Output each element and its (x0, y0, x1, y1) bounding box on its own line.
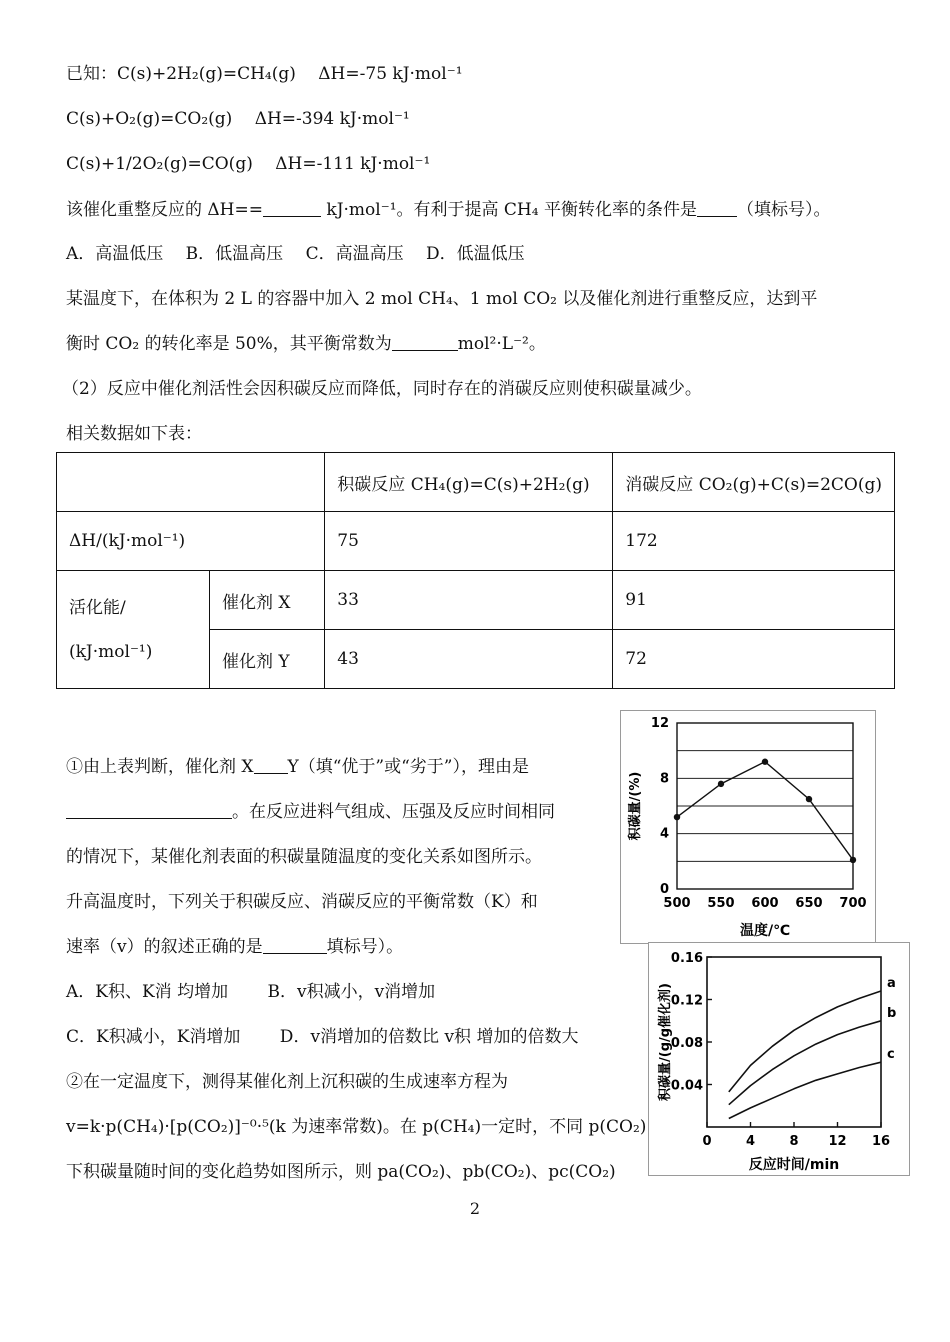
question-1-line-2: 。在反应进料气组成、压强及反应时间相同 (66, 800, 555, 824)
data-point (806, 796, 812, 802)
series-label-b: b (887, 1005, 897, 1021)
time-chart (648, 942, 910, 1176)
question-equilibrium-1: 某温度下，在体积为 2 L 的容器中加入 2 mol CH₄、1 mol CO₂ 以及催化剂进行重整反应，达到平 (66, 289, 818, 309)
y-tick-label: 4 (659, 826, 669, 842)
time-chart-svg (649, 943, 909, 1175)
data-table (56, 452, 895, 689)
y-axis-label: 积碳量/(%) (628, 771, 643, 841)
x-tick-label: 600 (751, 896, 779, 911)
dh-deposit: 75 (325, 512, 613, 571)
x-axis-label: 温度/℃ (739, 923, 791, 939)
x-tick-label: 4 (745, 1134, 756, 1149)
catalyst-y-deposit: 43 (325, 630, 613, 689)
y-tick-label: 12 (650, 716, 669, 731)
y-tick-label: 0.12 (670, 993, 703, 1009)
answer-blank[interactable] (254, 759, 288, 774)
x-tick-label: 500 (663, 896, 691, 911)
y-tick-label: 0 (659, 882, 669, 897)
part-2-intro: （2）反应中催化剂活性会因积碳反应而降低，同时存在的消碳反应则使积碳量减少。 (62, 379, 702, 399)
options-2-ab: A．K积、K消 均增加 B．v积减小，v消增加 (66, 982, 436, 1002)
question-equilibrium-2: 衡时 CO₂ 的转化率是 50%，其平衡常数为 mol²·L⁻²。 (66, 334, 546, 354)
catalyst-x-deposit: 33 (325, 571, 613, 630)
series-label-c: c (887, 1047, 895, 1063)
activation-energy-label: 活化能/ (kJ·mol⁻¹) (57, 571, 210, 689)
catalyst-x-removal: 91 (613, 571, 895, 630)
page-number: 2 (469, 1199, 481, 1218)
data-point (718, 781, 724, 787)
x-tick-label: 12 (828, 1134, 847, 1149)
answer-blank[interactable] (392, 336, 458, 351)
x-tick-label: 16 (871, 1134, 891, 1149)
x-tick-label: 0 (702, 1134, 712, 1149)
series-line (677, 762, 853, 860)
question-1-line-4: 升高温度时，下列关于积碳反应、消碳反应的平衡常数（K）和 (66, 892, 538, 912)
catalyst-y-removal: 72 (613, 630, 895, 689)
series-line-a (729, 991, 881, 1092)
y-tick-label: 0.04 (670, 1078, 703, 1094)
known-eq-2: C(s)+O₂(g)=CO₂(g) ΔH=-394 kJ·mol⁻¹ (66, 109, 410, 129)
question-1-line-1: ①由上表判断，催化剂 X Y（填“优于”或“劣于”），理由是 (66, 757, 530, 777)
answer-blank[interactable] (263, 202, 321, 217)
series-line-c (729, 1062, 881, 1118)
answer-blank[interactable] (66, 804, 232, 819)
catalyst-x: 催化剂 X (210, 571, 325, 630)
temperature-chart-svg (621, 711, 875, 943)
options-2-cd: C．K积减小，K消增加 D．v消增加的倍数比 v积 增加的倍数大 (66, 1027, 579, 1047)
known-eq-3: C(s)+1/2O₂(g)=CO(g) ΔH=-111 kJ·mol⁻¹ (66, 154, 431, 174)
y-tick-label: 0.16 (670, 951, 703, 966)
x-tick-label: 550 (707, 896, 735, 911)
y-tick-label: 8 (659, 771, 669, 787)
question-dh: 该催化重整反应的 ΔH== kJ·mol⁻¹。有利于提高 CH₄ 平衡转化率的条件是 （填标号）。 (66, 200, 831, 220)
series-line-b (729, 1021, 881, 1105)
series-label-a: a (887, 976, 896, 991)
table-intro: 相关数据如下表： (66, 424, 202, 444)
question-1-line-3: 的情况下，某催化剂表面的积碳量随温度的变化关系如图所示。 (66, 847, 542, 867)
data-point (762, 759, 768, 765)
question-2-line-2: v=k·p(CH₄)·[p(CO₂)]⁻⁰·⁵(k 为速率常数)。在 p(CH₄)一定时，不同 p(CO₂) (66, 1117, 647, 1137)
question-1-line-5: 速率（v）的叙述正确的是 填标号）。 (66, 937, 404, 957)
question-2-line-1: ②在一定温度下，测得某催化剂上沉积碳的生成速率方程为 (66, 1072, 508, 1092)
x-axis-label: 反应时间/min (748, 1157, 840, 1173)
answer-blank[interactable] (697, 202, 737, 217)
dh-removal: 172 (613, 512, 895, 571)
answer-blank[interactable] (263, 939, 327, 954)
data-point (850, 857, 856, 863)
x-tick-label: 700 (839, 896, 867, 911)
options-1: A．高温低压 B．低温高压 C．高温高压 D．低温低压 (66, 244, 525, 264)
x-tick-label: 650 (795, 896, 823, 911)
question-2-line-3: 下积碳量随时间的变化趋势如图所示，则 pa(CO₂)、pb(CO₂)、pc(CO₂) (66, 1162, 616, 1182)
dh-label: ΔH/(kJ·mol⁻¹) (57, 512, 325, 571)
header-carbon-removal: 消碳反应 CO₂(g)+C(s)=2CO(g) (613, 453, 895, 512)
known-eq-1: 已知：C(s)+2H₂(g)=CH₄(g) ΔH=-75 kJ·mol⁻¹ (66, 64, 463, 84)
header-carbon-deposit: 积碳反应 CH₄(g)=C(s)+2H₂(g) (325, 453, 613, 512)
y-tick-label: 0.08 (670, 1036, 703, 1051)
data-point (674, 814, 680, 820)
y-axis-label: 积碳量/(g/g催化剂) (658, 983, 673, 1101)
temperature-chart (620, 710, 876, 944)
x-tick-label: 8 (789, 1134, 799, 1149)
catalyst-y: 催化剂 Y (210, 630, 325, 689)
